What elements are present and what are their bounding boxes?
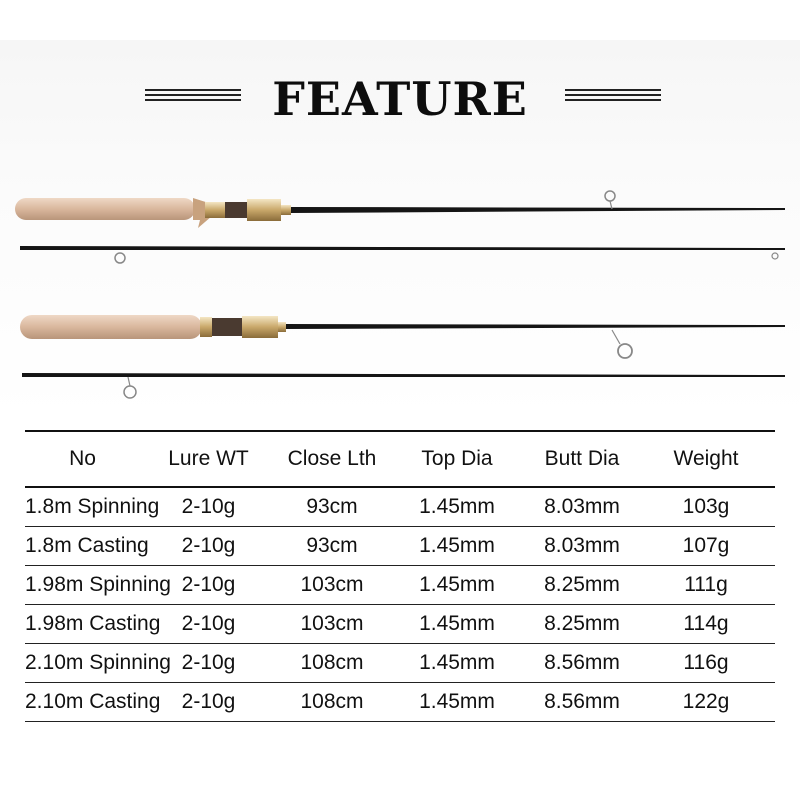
rod-illustration: [0, 180, 800, 410]
model-cell: 1.8m Casting: [25, 534, 149, 557]
column-header: No: [69, 447, 96, 470]
weight-cell: 114g: [683, 612, 729, 635]
top-dia-cell: 1.45mm: [419, 573, 495, 596]
spec-table: [25, 430, 775, 722]
column-header: Close Lth: [287, 447, 377, 470]
top-dia-cell: 1.45mm: [419, 651, 495, 674]
model-cell: 1.98m Spinning: [25, 573, 171, 596]
butt-dia-cell: 8.25mm: [544, 612, 620, 635]
lure-wt-cell: 2-10g: [181, 651, 236, 674]
butt-dia-cell: 8.56mm: [544, 690, 620, 713]
table-row: [25, 644, 775, 683]
butt-dia-cell: 8.03mm: [544, 534, 620, 557]
lure-wt-cell: 2-10g: [181, 573, 236, 596]
column-header: Lure WT: [168, 447, 249, 470]
butt-dia-cell: 8.56mm: [544, 651, 620, 674]
weight-cell: 122g: [682, 690, 730, 713]
model-cell: 1.98m Casting: [25, 612, 161, 635]
weight-cell: 107g: [682, 534, 730, 557]
butt-dia-cell: 8.25mm: [544, 573, 620, 596]
model-cell: 2.10m Casting: [25, 690, 161, 713]
top-dia-cell: 1.45mm: [419, 534, 495, 557]
close-length-cell: 103cm: [300, 573, 364, 596]
top-dia-cell: 1.45mm: [419, 612, 495, 635]
model-cell: 2.10m Spinning: [25, 651, 171, 674]
close-length-cell: 93cm: [306, 534, 358, 557]
lure-wt-cell: 2-10g: [181, 690, 236, 713]
weight-cell: 103g: [682, 495, 730, 518]
close-length-cell: 103cm: [300, 612, 364, 635]
casting-rod-butt: [15, 191, 785, 228]
table-row: [25, 566, 775, 605]
lure-wt-cell: 2-10g: [181, 612, 236, 635]
top-dia-cell: 1.45mm: [419, 690, 495, 713]
feature-title: FEATURE: [272, 72, 528, 126]
table-header-row: [25, 431, 775, 487]
table-row: [25, 683, 775, 722]
model-cell: 1.8m Spinning: [25, 495, 160, 518]
close-length-cell: 108cm: [300, 690, 364, 713]
casting-rod-tip: [20, 246, 785, 263]
lure-wt-cell: 2-10g: [181, 534, 236, 557]
top-dia-cell: 1.45mm: [419, 495, 495, 518]
spinning-rod-butt: [20, 315, 785, 358]
table-row: [25, 605, 775, 644]
close-length-cell: 93cm: [306, 495, 358, 518]
weight-cell: 116g: [683, 651, 729, 674]
right-decorative-lines: [565, 89, 661, 104]
close-length-cell: 108cm: [300, 651, 364, 674]
table-row: [25, 487, 775, 527]
weight-cell: 111g: [684, 573, 728, 596]
column-header: Weight: [673, 447, 739, 470]
column-header: Butt Dia: [544, 447, 620, 470]
butt-dia-cell: 8.03mm: [544, 495, 620, 518]
spinning-rod-tip: [22, 373, 785, 398]
lure-wt-cell: 2-10g: [181, 495, 236, 518]
feature-heading: [0, 70, 800, 130]
column-header: Top Dia: [421, 447, 493, 470]
table-row: [25, 527, 775, 566]
